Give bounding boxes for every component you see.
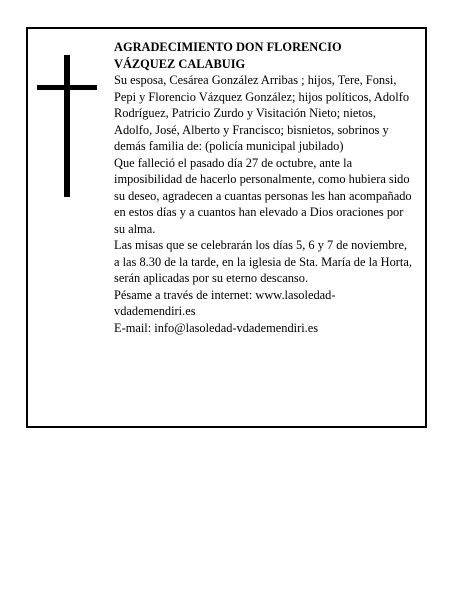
masses-paragraph: Las misas que se celebrarán los días 5, 6 y 7 de noviembre, a las 8.30 de la tarde, en la iglesia de Sta. María de la Horta, serán aplicadas por su eterno descanso. [114, 238, 412, 285]
cross-vertical-bar [64, 55, 70, 197]
cross-horizontal-bar [37, 85, 97, 90]
email-line: E-mail: info@lasoledad-vdademendiri.es [114, 320, 319, 335]
family-paragraph: Su esposa, Cesárea González Arribas ; hijos, Tere, Fonsi, Pepi y Florencio Vázquez González; hijos políticos, Adolfo Rodríguez, Patricio Zurdo y Visitación Nieto; nietos, Adolfo, José, Alberto y Francisco; bisnietos, sobrinos y demás familia de: (policía municipal jubilado) [114, 73, 410, 153]
cross-icon [37, 55, 97, 197]
notice-title [114, 39, 414, 72]
thanks-paragraph: Que falleció el pasado día 27 de octubre, ante la imposibilidad de hacerlo personalmente, como hubiera sido su deseo, agradecen a cuantas personas les han acompañado en estos días y a cuantos han elevado a Dios oraciones por su alma. [114, 155, 412, 236]
notice-title-line1: AGRADECIMIENTO DON FLORENCIO [114, 40, 342, 54]
condolences-line: Pésame a través de internet: www.lasoledad-vdademendiri.es [114, 287, 336, 318]
notice-text [114, 39, 414, 336]
notice-title-line2: VÁZQUEZ CALABUIG [114, 56, 246, 71]
